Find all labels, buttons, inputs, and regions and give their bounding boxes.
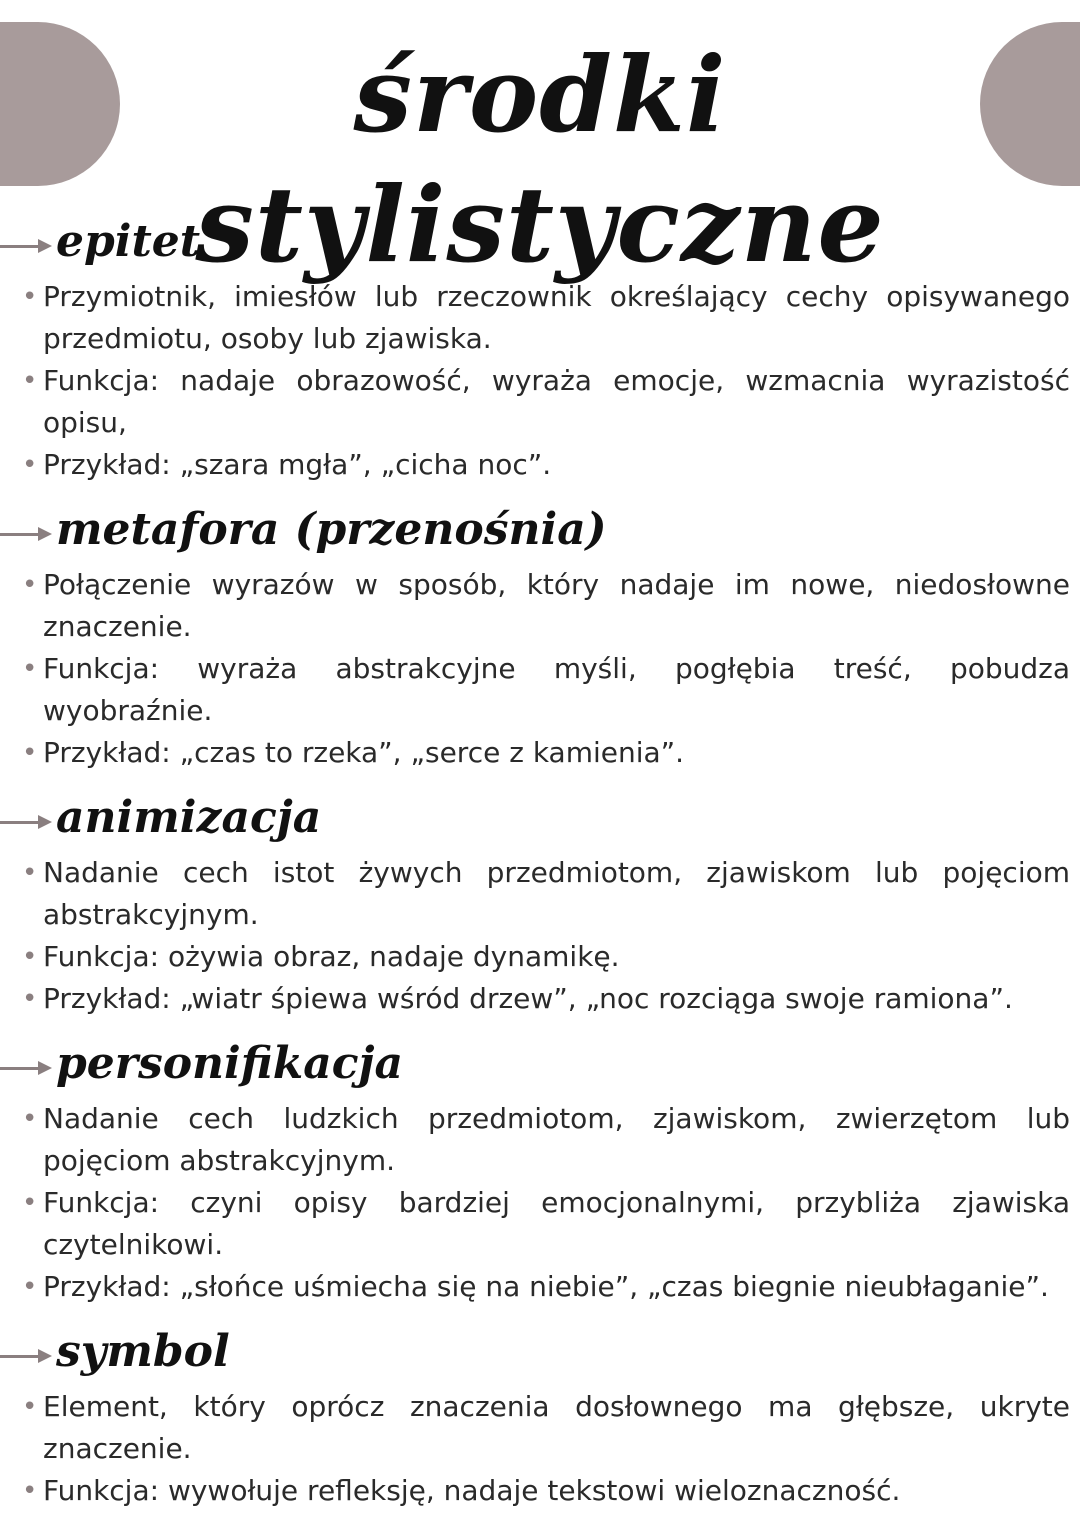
- section-symbol: [0, 1328, 1070, 1512]
- arrow-icon: [0, 245, 40, 248]
- list-item: • Przymiotnik, imiesłów lub rzeczownik określający cechy opisywanego przedmiotu, osoby lub zjawiska.: [0, 276, 1070, 360]
- section-heading-text: epitet: [56, 216, 201, 267]
- arrow-icon: [0, 821, 40, 824]
- arrow-icon: [0, 1355, 40, 1358]
- list-item: • Funkcja: wyraża abstrakcyjne myśli, pogłębia treść, pobudza wyobraźnie.: [0, 648, 1070, 732]
- bullet-list: [0, 852, 1070, 1020]
- arrow-head-icon: [38, 239, 52, 253]
- list-item: • Element, który oprócz znaczenia dosłownego ma głębsze, ukryte znaczenie.: [0, 1386, 1070, 1470]
- section-heading: [0, 794, 1070, 852]
- list-item: • Funkcja: czyni opisy bardziej emocjonalnymi, przybliża zjawiska czytelnikowi.: [0, 1182, 1070, 1266]
- section-epitet: [0, 218, 1070, 486]
- section-heading: [0, 1040, 1070, 1098]
- section-animizacja: [0, 794, 1070, 1020]
- arrow-head-icon: [38, 1349, 52, 1363]
- bullet-list: [0, 276, 1070, 486]
- list-item: • Funkcja: nadaje obrazowość, wyraża emocje, wzmacnia wyrazistość opisu,: [0, 360, 1070, 444]
- section-heading: [0, 218, 1070, 276]
- section-heading-text: symbol: [56, 1326, 230, 1377]
- list-item: • Funkcja: ożywia obraz, nadaje dynamikę.: [0, 936, 1070, 978]
- arrow-icon: [0, 533, 40, 536]
- bullet-list: [0, 1386, 1070, 1512]
- section-heading-text: animizacja: [56, 792, 322, 843]
- section-heading: [0, 1328, 1070, 1386]
- section-heading-text: personifikacja: [56, 1038, 403, 1089]
- list-item: • Przykład: „czas to rzeka”, „serce z kamienia”.: [0, 732, 1070, 774]
- list-item: • Nadanie cech ludzkich przedmiotom, zjawiskom, zwierzętom lub pojęciom abstrakcyjnym.: [0, 1098, 1070, 1182]
- section-personifikacja: [0, 1040, 1070, 1308]
- list-item: • Przykład: „szara mgła”, „cicha noc”.: [0, 444, 1070, 486]
- arrow-head-icon: [38, 815, 52, 829]
- arrow-head-icon: [38, 527, 52, 541]
- section-heading: [0, 506, 1070, 564]
- arrow-icon: [0, 1067, 40, 1070]
- bullet-list: [0, 564, 1070, 774]
- list-item: • Połączenie wyrazów w sposób, który nadaje im nowe, niedosłowne znaczenie.: [0, 564, 1070, 648]
- list-item: • Nadanie cech istot żywych przedmiotom, zjawiskom lub pojęciom abstrakcyjnym.: [0, 852, 1070, 936]
- section-heading-text: metafora (przenośnia): [56, 504, 607, 555]
- section-metafora: [0, 506, 1070, 774]
- list-item: • Funkcja: wywołuje refleksję, nadaje tekstowi wieloznaczność.: [0, 1470, 1070, 1512]
- bullet-list: [0, 1098, 1070, 1308]
- page-title: środki stylistyczne: [195, 33, 885, 286]
- list-item: • Przykład: „słońce uśmiecha się na niebie”, „czas biegnie nieubłaganie”.: [0, 1266, 1070, 1308]
- list-item: • Przykład: „wiatr śpiewa wśród drzew”, „noc rozciąga swoje ramiona”.: [0, 978, 1070, 1020]
- arrow-head-icon: [38, 1061, 52, 1075]
